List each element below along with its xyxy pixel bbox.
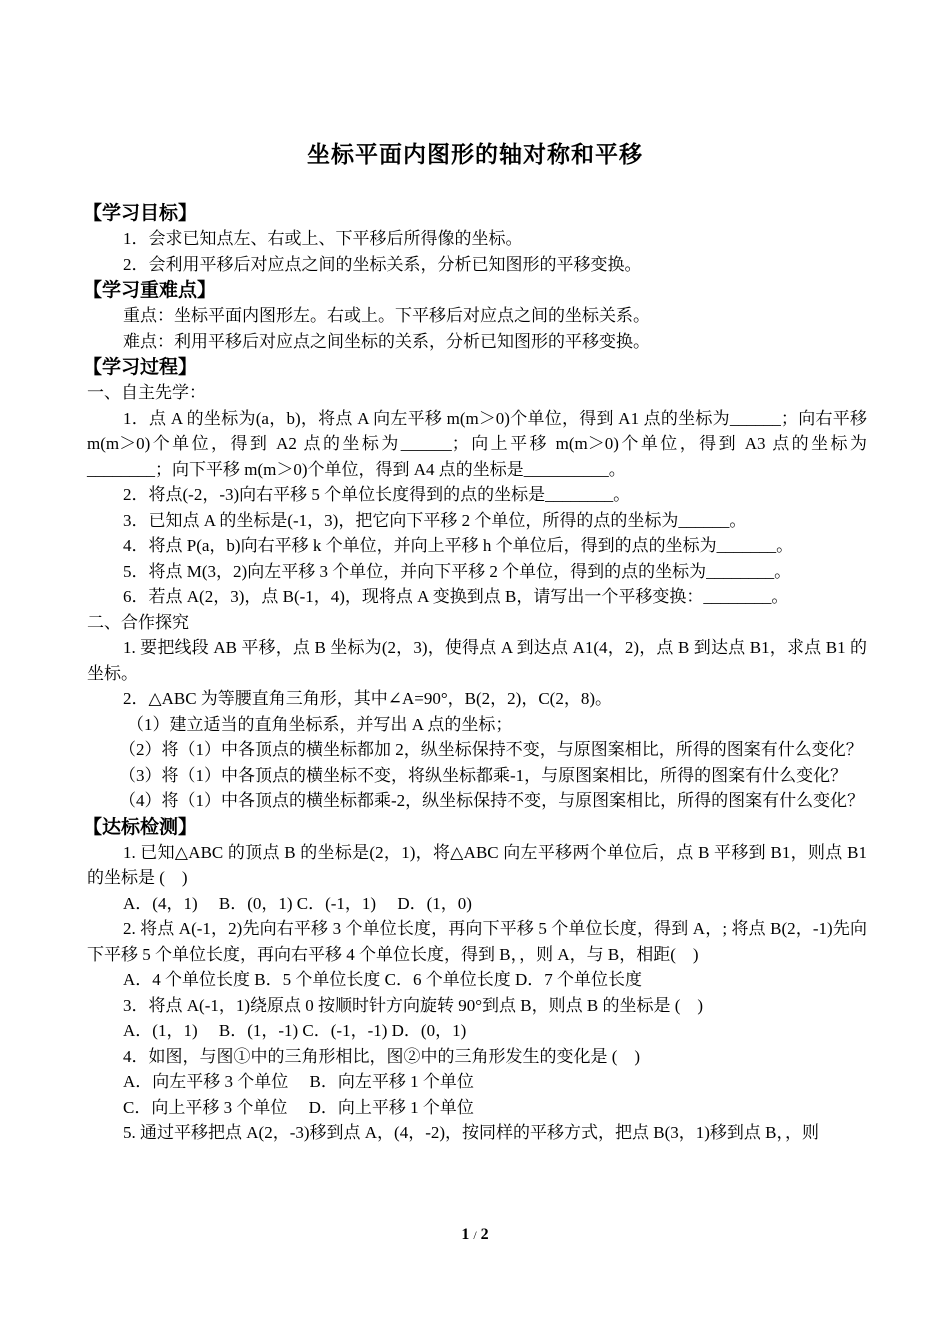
total-pages: 2: [480, 1226, 489, 1243]
part2-subquestion: （3）将（1）中各顶点的横坐标不变，将纵坐标都乘-1，与原图案相比，所得的图案有什么变化？: [119, 765, 848, 785]
part2-question: 1. 要把线段 AB 平移，点 B 坐标为(2，3)，使得点 A 到达点 A1(4，2)，点 B 到达点 B1，求点 B1 的坐标。: [87, 638, 867, 683]
key-point-item: 难点：利用平移后对应点之间坐标的关系，分析已知图形的平移变换。: [123, 331, 650, 351]
process-heading: 【学习过程】: [83, 356, 198, 378]
key-points-heading: 【学习重难点】: [83, 279, 217, 301]
document-title: 坐标平面内图形的轴对称和平移: [307, 142, 643, 168]
part2-question: 2．△ABC 为等腰直角三角形，其中∠A=90°，B(2，2)，C(2，8)。: [123, 689, 613, 708]
test-question: 2. 将点 A(-1，2)先向右平移 3 个单位长度，再向下平移 5 个单位长度，得到 A，; 将点 B(2，-1)先向下平移 5 个单位长度，再向右平移 4 个单位长度，得到 B，，则 A，与 B，相距( ): [87, 919, 867, 964]
part1-question: 2．将点(-2，-3)向右平移 5 个单位长度得到的点的坐标是________。: [123, 485, 631, 504]
objectives-heading: 【学习目标】: [83, 202, 198, 224]
key-point-item: 重点：坐标平面内图形左。右或上。下平移后对应点之间的坐标关系。: [123, 306, 650, 325]
test-question: 3．将点 A(-1，1)绕原点 0 按顺时针方向旋转 90°到点 B，则点 B 的坐标是 ( ): [123, 995, 704, 1015]
current-page: 1: [461, 1226, 470, 1243]
test-options: A．4 个单位长度 B．5 个单位长度 C．6 个单位长度 D．7 个单位长度: [123, 970, 642, 989]
part2-heading: 二、合作探究: [87, 612, 189, 632]
test-options: A．(1，1) B．(1，-1) C．(-1，-1) D．(0，1): [123, 1021, 467, 1040]
test-question: 5. 通过平移把点 A(2，-3)移到点 A，(4，-2)，按同样的平移方式，把点 B(3，1)移到点 B，，则: [123, 1123, 820, 1142]
part1-question: 1．点 A 的坐标为(a，b)，将点 A 向左平移 m(m＞0)个单位，得到 A1 点的坐标为______；向右平移 m(m＞0)个单位，得到 A2 点的坐标为______；向上平移 m(m＞0)个单位，得到 A3 点的坐标为________；向下平移 m(m＞0)个单位，得到 A4 点的坐标是__________。: [87, 408, 867, 479]
test-options: A．向左平移 3 个单位 B．向左平移 1 个单位: [123, 1072, 474, 1091]
document-body: [83, 200, 867, 1146]
part1-question: 5．将点 M(3，2)向左平移 3 个单位，并向下平移 2 个单位，得到的点的坐标为________。: [123, 561, 792, 581]
test-question: 4．如图，与图①中的三角形相比，图②中的三角形发生的变化是 ( ): [123, 1046, 641, 1066]
part1-question: 3．已知点 A 的坐标是(-1，3)，把它向下平移 2 个单位，所得的点的坐标为______。: [123, 510, 747, 530]
objective-item: 1．会求已知点左、右或上、下平移后所得像的坐标。: [123, 229, 523, 248]
part2-subquestion: （2）将（1）中各顶点的横坐标都加 2，纵坐标保持不变，与原图案相比，所得的图案有什么变化？: [119, 740, 863, 759]
test-options: A．(4，1) B．(0，1) C．(-1，1) D．(1，0): [123, 893, 472, 913]
page-number: [0, 1226, 950, 1244]
test-options: C．向上平移 3 个单位 D．向上平移 1 个单位: [123, 1097, 474, 1117]
test-question: 1. 已知△ABC 的顶点 B 的坐标是(2，1)，将△ABC 向左平移两个单位后，点 B 平移到 B1，则点 B1 的坐标是 ( ): [87, 842, 867, 887]
test-heading: 【达标检测】: [83, 815, 198, 838]
part1-question: 6．若点 A(2，3)，点 B(-1，4)，现将点 A 变换到点 B，请写出一个平移变换：________。: [123, 587, 789, 606]
page-separator: /: [473, 1228, 477, 1242]
part1-heading: 一、自主先学：: [87, 383, 206, 402]
part2-subquestion: （1）建立适当的直角坐标系，并写出 A 点的坐标；: [127, 714, 513, 734]
objective-item: 2．会利用平移后对应点之间的坐标关系，分析已知图形的平移变换。: [123, 254, 642, 274]
part2-subquestion: （4）将（1）中各顶点的横坐标都乘-2，纵坐标保持不变，与原图案相比，所得的图案有什么变化？: [119, 791, 865, 810]
part1-question: 4．将点 P(a，b)向右平移 k 个单位，并向上平移 h 个单位后，得到的点的坐标为_______。: [123, 536, 794, 555]
